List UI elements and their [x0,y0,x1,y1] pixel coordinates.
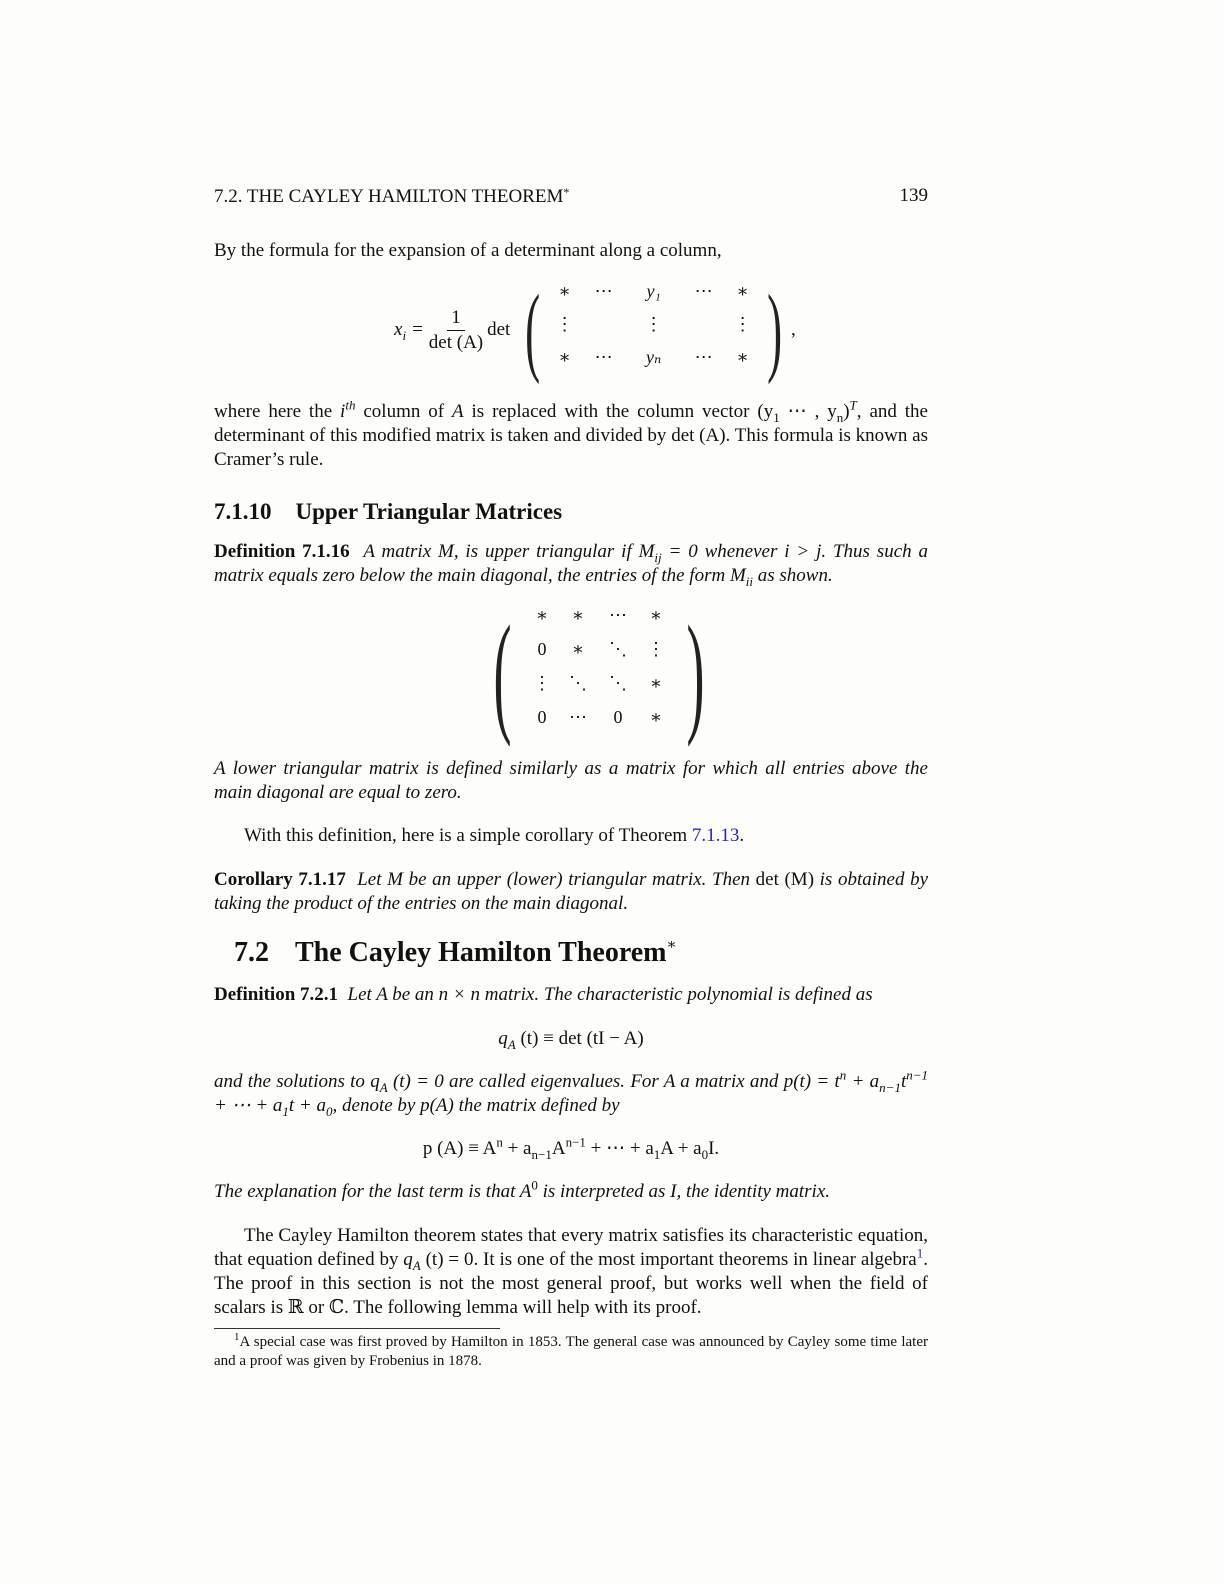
matrix-cell: ∗ [649,707,663,727]
matrix-cell [680,314,728,347]
footnote-reference[interactable]: 1 [916,1245,924,1261]
matrix-cell: yₙ [646,346,662,367]
matrix-cell: ⋯ [608,605,627,625]
subsection-number: 7.1.10 [214,499,272,524]
matrix-cell: ∗ [558,346,571,367]
matrix-cell: ∗ [649,673,663,693]
det-operator: det [487,319,511,340]
section-marker: ∗ [666,937,677,953]
corollary-intro: With this definition, here is a simple corollary of Theorem 7.1.13. [244,825,745,846]
polynomial-of-matrix-equation: p $(A) \equiv A^n + a_{n-1}A^{n-1}$ + ⋯ + $a_1A + a_0I$. [422,1134,720,1162]
subsection-heading [214,499,562,525]
matrix-cell: ⋮ [646,639,665,659]
left-paren: ( [493,598,512,748]
matrix-cell: ⋱ [608,673,627,693]
intro-text: By the formula for the expansion of a determinant along a column, [214,240,722,261]
explanation-text: The explanation for the last term is that $A^0$ is interpreted as I, the identity matrix. [214,1177,831,1202]
matrix-cell: ⋯ [594,346,613,367]
triangular-matrix-grid [525,605,673,741]
matrix-cell: 0 [613,707,623,727]
matrix-cell: ∗ [571,605,585,625]
matrix-cell: ⋯ [594,280,613,301]
matrix-cell: ⋯ [568,707,587,727]
theorem-link[interactable]: 7.1.13 [691,825,740,846]
matrix-cell: ⋮ [555,313,574,334]
footnote-text: A special case was first proved by Hamilton in 1853. The general case was announced by Cayley some time later and a proof was given by Frobenius in 1878. [214,1334,928,1369]
cramer-equation [394,274,796,385]
matrix-cell: ∗ [558,280,571,301]
eq-equals: = [412,319,423,340]
matrix-cell: ∗ [571,639,585,659]
definition-label: Definition 7.2.1 [214,984,339,1005]
footnote-mark: 1 [234,1331,240,1343]
eq-lhs: $x_i$ [394,319,407,343]
right-paren: ) [766,274,782,385]
left-paren: ( [525,274,541,385]
matrix-cell: 0 [537,707,547,727]
section-heading [234,937,677,969]
subsection-title: Upper Triangular Matrices [295,499,563,524]
section-title: The Cayley Hamilton Theorem [295,937,667,968]
cramer-rule-paragraph: where here the $i^{th}$ column of A is replaced with the column vector ($y_1$ ⋯ , $y_n)^T$, and the determinant of this modified matrix is taken and divided by det (A). This formula is known as Cramer’s rule. [214,397,928,470]
footnote [214,1333,928,1371]
matrix-cell: ⋮ [733,313,752,334]
matrix-cell: ∗ [649,605,663,625]
section-number: 7.2 [234,937,269,968]
matrix-cell [580,314,628,347]
definition-7-2-1: Definition 7.2.1 Let A be an n × n matrix. The characteristic polynomial is defined as [214,984,873,1005]
footnote-rule [214,1328,500,1329]
matrix-cell: ⋱ [608,639,627,659]
upper-triangular-matrix [480,598,718,748]
matrix-cell: ⋮ [644,313,663,334]
right-paren: ) [686,598,705,748]
eq-fraction [429,306,483,355]
matrix-cell: 0 [537,639,547,659]
corollary-7-1-17: Corollary 7.1.17 Let M be an upper (lower) triangular matrix. Then det (M) is obtained by taking the product of the entries on the main diagonal. [214,869,929,914]
matrix-cell: ⋱ [568,673,587,693]
characteristic-polynomial-equation: $q_A$ (t) ≡ det (tI − A) [498,1028,644,1052]
matrix-cell: ⋯ [694,346,713,367]
matrix-cell: ⋯ [694,280,713,301]
fraction-denominator: det (A) [428,331,484,353]
matrix-cell: ∗ [736,280,749,301]
matrix-cell: ⋮ [532,673,551,693]
header-section-title: 7.2. THE CAYLEY HAMILTON THEOREM* [214,185,570,207]
page-number: 139 [899,185,928,206]
cramer-matrix [550,281,758,380]
lower-triangular-text: A lower triangular matrix is defined similarly as a matrix for which all entries above the main diagonal are equal to zero. [214,758,928,803]
corollary-label: Corollary 7.1.17 [214,869,346,890]
eigenvalues-text: and the solutions to $q_A$ (t) = 0 are called eigenvalues. For A a matrix and $p(t) = t^n + a_{n-1}t^{n-1}$ + ⋯ + $a_1t + a_0$, denote by p(A) the matrix defined by [214,1067,929,1119]
cayley-hamilton-paragraph: The Cayley Hamilton theorem states that every matrix satisfies its characteristic equation, that equation defined by $q_A$ (t) = 0. It is one of the most important theorems in linear algebra$^1$. The proof in this section is not the most general proof, but works well when the field of scalars is ℝ or ℂ. The following lemma will help with its proof. [214,1225,928,1318]
fraction-numerator: 1 [447,306,465,331]
matrix-cell: ∗ [736,346,749,367]
definition-label: Definition 7.1.16 [214,541,350,562]
matrix-cell: ∗ [535,605,549,625]
eq-comma: , [790,319,796,340]
definition-7-1-16: Definition 7.1.16 A matrix M, is upper triangular if $M_{ij} = 0$ whenever i > j. Thus such a matrix equals zero below the main diagonal, the entries of the form $M_{ii}$ as shown. [214,541,928,589]
matrix-cell: y₁ [646,280,661,301]
running-header [214,185,928,208]
